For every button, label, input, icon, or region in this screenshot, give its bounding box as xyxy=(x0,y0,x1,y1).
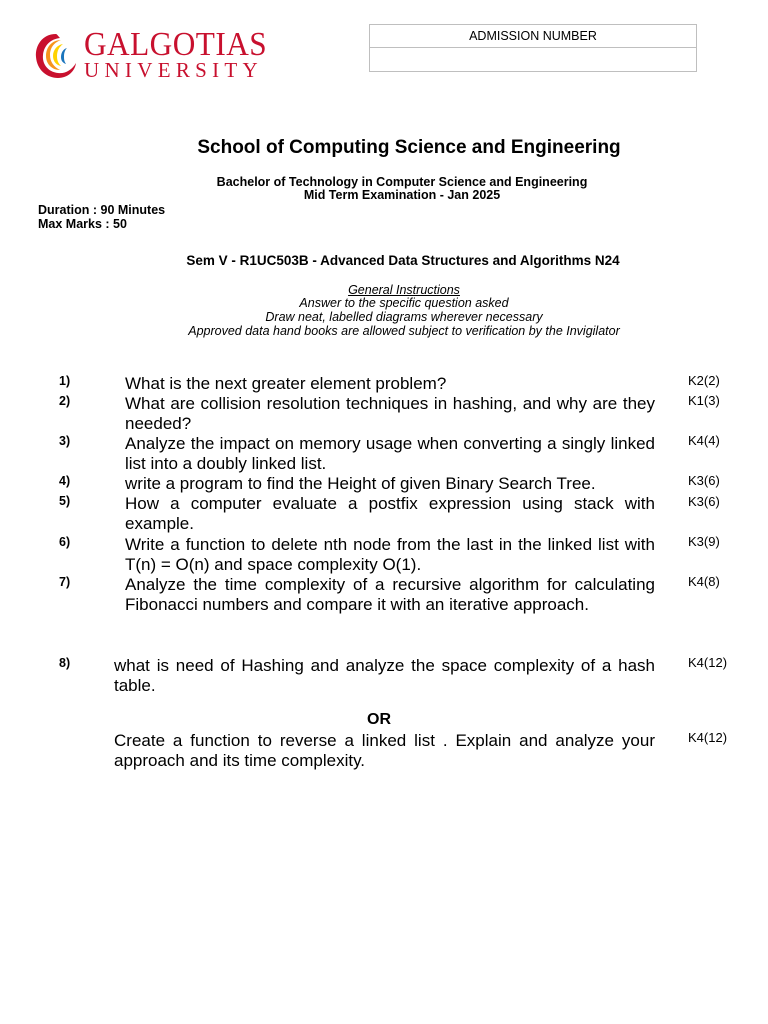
instructions-heading: General Instructions xyxy=(348,283,460,297)
question-text: What are collision resolution techniques in hashing, and why are they needed? xyxy=(125,394,655,434)
alternate-question-text: Create a function to reverse a linked list . Explain and analyze your approach and its time complexity. xyxy=(114,731,655,771)
question-text: what is need of Hashing and analyze the space complexity of a hash table. xyxy=(114,656,655,696)
question-number: 7) xyxy=(59,575,71,589)
question-text: How a computer evaluate a postfix expression using stack with example. xyxy=(125,494,655,534)
question-knowledge-level: K4(12) xyxy=(688,730,728,745)
question-text: Write a function to delete nth node from the last in the linked list with T(n) = O(n) and space complexity O(1). xyxy=(125,535,655,575)
admission-number-field[interactable] xyxy=(370,48,696,72)
question-number: 4) xyxy=(59,474,71,488)
university-logo xyxy=(34,26,268,84)
duration: Duration : 90 Minutes xyxy=(38,203,166,217)
question-knowledge-level: K3(6) xyxy=(688,494,720,509)
question-number: 3) xyxy=(59,434,71,448)
logo-emblem-icon xyxy=(34,30,78,80)
question-number: 2) xyxy=(59,394,71,408)
instruction-line: Answer to the specific question asked xyxy=(299,296,509,310)
logo-wordmark-galgotias: GALGOTIAS xyxy=(84,26,268,63)
question-knowledge-level: K2(2) xyxy=(688,373,720,388)
course-title: Sem V - R1UC503B - Advanced Data Structures and Algorithms N24 xyxy=(186,253,620,268)
question-knowledge-level: K4(12) xyxy=(688,655,728,670)
max-marks: Max Marks : 50 xyxy=(38,217,127,231)
question-text: Analyze the time complexity of a recursive algorithm for calculating Fibonacci numbers and compare it with an iterative approach. xyxy=(125,575,655,615)
instruction-line: Approved data hand books are allowed subject to verification by the Invigilator xyxy=(188,324,620,338)
or-separator: OR xyxy=(367,711,391,728)
question-number: 1) xyxy=(59,374,71,388)
question-number: 8) xyxy=(59,656,71,670)
question-knowledge-level: K3(9) xyxy=(688,534,720,549)
question-number: 6) xyxy=(59,535,71,549)
school-title: School of Computing Science and Engineering xyxy=(197,137,621,158)
program-name: Bachelor of Technology in Computer Science and Engineering xyxy=(216,175,588,189)
question-knowledge-level: K3(6) xyxy=(688,473,720,488)
question-knowledge-level: K4(8) xyxy=(688,574,720,589)
admission-number-label: ADMISSION NUMBER xyxy=(370,25,696,48)
instruction-line: Draw neat, labelled diagrams wherever necessary xyxy=(265,310,543,324)
question-number: 5) xyxy=(59,494,71,508)
admission-number-box xyxy=(369,24,697,72)
question-knowledge-level: K4(4) xyxy=(688,433,720,448)
question-knowledge-level: K1(3) xyxy=(688,393,720,408)
question-text: What is the next greater element problem? xyxy=(125,374,447,393)
exam-name: Mid Term Examination - Jan 2025 xyxy=(303,188,501,202)
logo-wordmark-university: UNIVERSITY xyxy=(84,58,263,82)
question-text: write a program to find the Height of given Binary Search Tree. xyxy=(125,474,596,493)
question-text: Analyze the impact on memory usage when converting a singly linked list into a doubly linked list. xyxy=(125,434,655,474)
